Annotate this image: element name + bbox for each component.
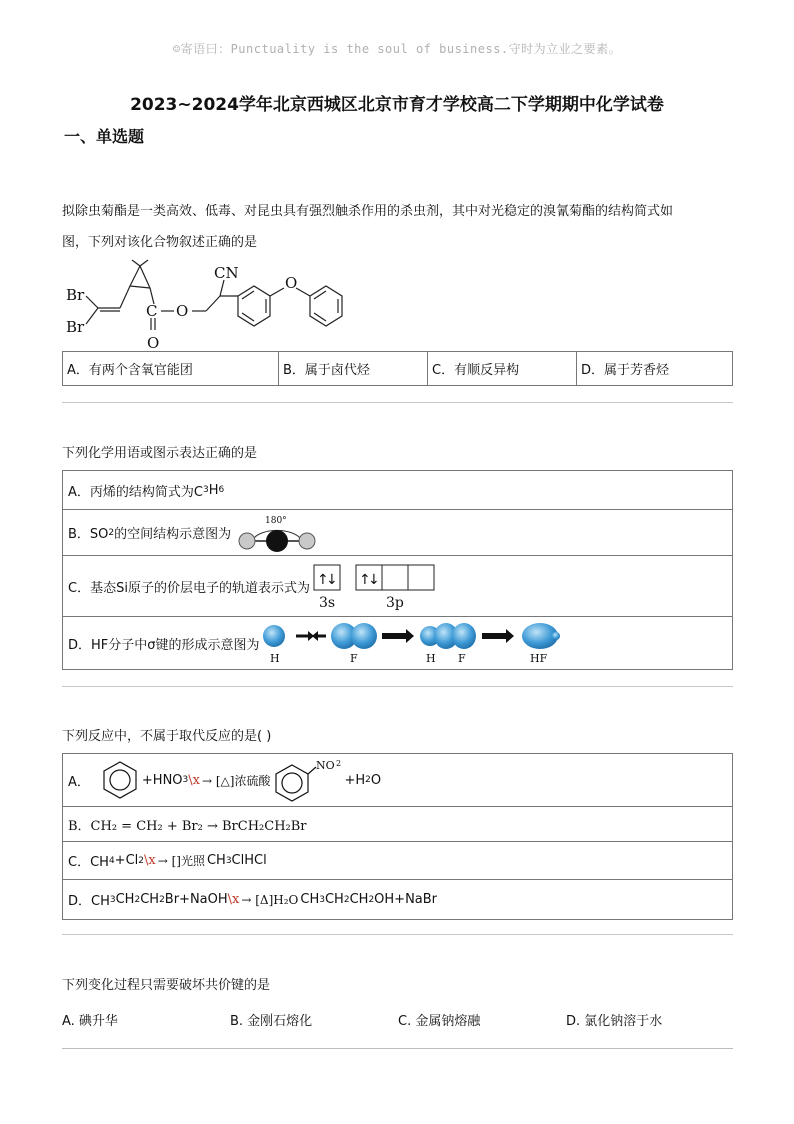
hf-sigma-bond-diagram	[260, 620, 560, 666]
q1-label-o-carbonyl: O	[147, 334, 160, 352]
q3-options	[62, 753, 733, 920]
orbital-3s-down: ↓	[325, 572, 338, 588]
q1-label-c: C	[146, 302, 158, 320]
q4-option-c[interactable]: C. 金属钠熔融	[398, 1014, 481, 1029]
q3-d-sub: 2	[368, 894, 375, 905]
nitrobenzene-diagram	[270, 757, 344, 803]
q4-stem: 下列变化过程只需要破坏共价键的是	[62, 978, 271, 993]
q3-d-part: CH	[300, 892, 320, 907]
divider	[62, 1048, 733, 1049]
q1-label-br1: Br	[66, 286, 85, 304]
q3-c-sub: 3	[225, 855, 232, 866]
q1-stem-line1: 拟除虫菊酯是一类高效、低毒、对昆虫具有强烈触杀作用的杀虫剂，其中对光稳定的溴氰菊酯的结构简式如	[62, 204, 674, 219]
hf-label-h2: H	[425, 652, 436, 665]
q2-option-b[interactable]	[63, 510, 732, 556]
q3-d-part: CH	[115, 892, 135, 907]
q2-a-sub2: 6	[218, 485, 225, 495]
q3-d-part: Br+NaOH	[164, 892, 228, 907]
nitro-label-sub: 2	[336, 759, 342, 768]
q1-option-a[interactable]: A．有两个含氧官能团	[63, 352, 279, 386]
q3-d-sub: 2	[159, 894, 165, 905]
so2-angle-label: 180°	[265, 515, 287, 526]
q3-b-text: B．CH₂ = CH₂ + Br₂ → BrCH₂CH₂Br	[68, 818, 307, 834]
hf-label-f2: F	[457, 652, 466, 665]
divider	[62, 686, 733, 687]
q1-label-o-ether: O	[285, 274, 298, 292]
q3-a-sub3: 3	[182, 775, 189, 785]
q3-a-prefix: A．	[68, 774, 90, 790]
q2-option-d[interactable]	[63, 617, 732, 669]
si-orbital-diagram	[310, 561, 436, 611]
q2-options	[62, 470, 733, 670]
orbital-3p-down: ↓	[367, 572, 380, 588]
divider	[62, 934, 733, 935]
so2-structure-diagram	[233, 513, 323, 553]
q1-options-table	[62, 351, 733, 386]
q3-a-hno: +HNO	[141, 772, 183, 788]
q3-d-arrow: → [Δ]H₂O	[241, 892, 299, 907]
q3-d-sub: 3	[319, 894, 325, 905]
q3-c-part: ClHCl	[231, 853, 267, 868]
q3-d-part: D．CH	[68, 894, 110, 909]
q4-option-b[interactable]: B. 金刚石熔化	[230, 1014, 313, 1029]
q3-stem: 下列反应中，不属于取代反应的是( )	[62, 729, 272, 744]
q3-option-c[interactable]	[63, 842, 732, 880]
hf-label-hf: HF	[529, 652, 547, 665]
divider	[62, 402, 733, 403]
nitro-label: NO	[316, 759, 336, 772]
q3-a-h2o-pre: +H	[344, 772, 366, 788]
q3-d-part: CH	[140, 892, 160, 907]
q2-a-prefix: A．丙烯的结构简式为C	[68, 484, 203, 500]
q2-b-prefix: B．SO	[68, 527, 109, 542]
section-heading: 一、单选题	[64, 127, 145, 146]
q2-d-text: D．HF分子中σ键的形成示意图为	[68, 637, 260, 653]
q3-d-part: CH	[349, 892, 369, 907]
q1-structure-diagram	[62, 258, 362, 353]
q3-option-d[interactable]	[63, 880, 732, 919]
q4-option-a[interactable]: A. 碘升华	[62, 1014, 118, 1029]
page-title: 2023~2024学年北京西城区北京市育才学校高二下学期期中化学试卷	[130, 95, 664, 115]
q3-d-sub: 2	[134, 894, 141, 905]
q2-a-mid: H	[208, 482, 219, 498]
q4-option-d[interactable]: D. 氯化钠溶于水	[566, 1014, 663, 1029]
q3-c-part: +Cl	[114, 853, 139, 868]
q1-option-d[interactable]: D．属于芳香烃	[577, 352, 733, 386]
q3-d-sub: 3	[109, 894, 116, 905]
q1-stem-line2: 图，下列对该化合物叙述正确的是	[62, 235, 258, 250]
q1-option-c[interactable]: C．有顺反异构	[428, 352, 577, 386]
q2-b-sub: 2	[108, 527, 115, 538]
q3-option-a[interactable]	[63, 754, 732, 807]
q2-option-c[interactable]	[63, 556, 732, 617]
orbital-3p-label: 3p	[385, 595, 404, 611]
benzene-ring-diagram	[98, 758, 142, 802]
q1-option-b[interactable]: B．属于卤代烃	[279, 352, 428, 386]
motto-text: ☺寄语曰：Punctuality is the soul of business.守时为立业之要素。	[172, 42, 622, 56]
hf-label-f1: F	[349, 652, 358, 665]
orbital-3p-up: ↑	[358, 572, 371, 588]
q3-d-sub: 2	[343, 894, 350, 905]
q3-d-part: CH	[324, 892, 344, 907]
q1-stem	[62, 196, 734, 258]
q3-d-part: OH+NaBr	[374, 892, 438, 907]
q1-label-cn: CN	[214, 264, 239, 282]
q1-label-br2: Br	[66, 318, 85, 336]
orbital-3s-up: ↑	[316, 572, 329, 588]
q3-c-part: C．CH	[68, 855, 109, 870]
q3-d-x: \x	[227, 892, 240, 907]
q1-label-o-ester: O	[176, 302, 189, 320]
orbital-3s-label: 3s	[318, 595, 336, 611]
q2-stem: 下列化学用语或图示表达正确的是	[62, 446, 258, 461]
hf-label-h1: H	[269, 652, 280, 665]
q3-a-h2o-post: O	[370, 772, 382, 788]
q3-c-arrow: → []光照	[157, 854, 205, 868]
q3-c-sub: 4	[108, 855, 115, 866]
q2-c-text: C．基态Si原子的价层电子的轨道表示式为	[68, 580, 310, 596]
q3-c-x: \x	[144, 853, 156, 868]
q3-a-h2o-sub: 2	[365, 775, 371, 785]
q3-a-x: \x	[188, 772, 200, 788]
q3-c-part: CH	[206, 853, 226, 868]
q3-a-arrow: → [△]浓硫酸	[201, 773, 271, 788]
q2-option-a[interactable]	[63, 471, 732, 510]
q2-b-suffix: 的空间结构示意图为	[114, 527, 232, 542]
q2-a-sub1: 3	[202, 485, 209, 495]
q3-c-sub: 2	[138, 855, 144, 866]
q3-option-b[interactable]	[63, 807, 732, 842]
